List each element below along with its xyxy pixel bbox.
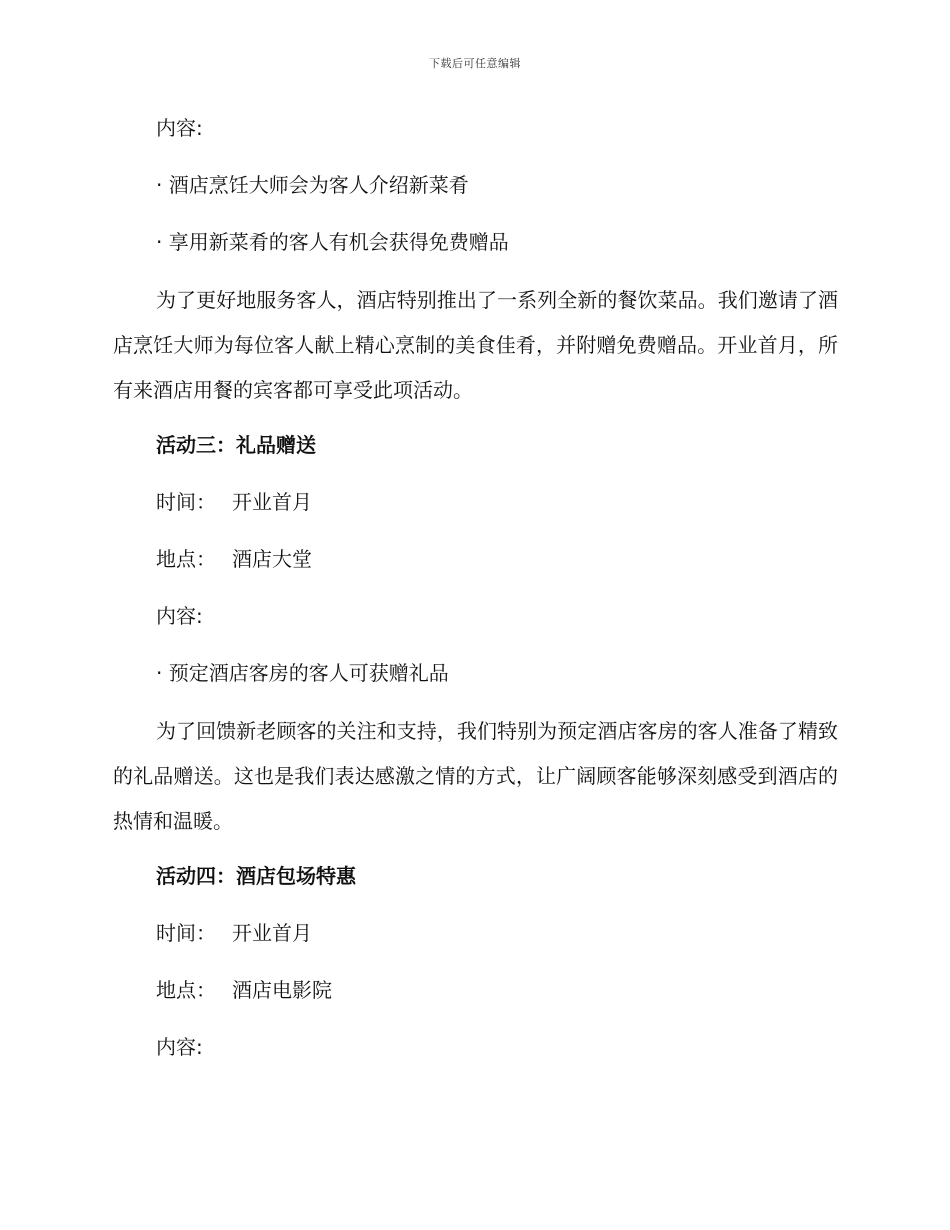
place-row: [113, 545, 838, 573]
time-label: 时间：: [156, 490, 216, 514]
content-label: 内容:: [156, 604, 203, 628]
time-row: [113, 919, 838, 947]
time-value: 开业首月: [232, 490, 312, 514]
content-label: 内容:: [156, 116, 203, 140]
time-row: [113, 488, 838, 516]
place-value: 酒店大堂: [232, 547, 312, 571]
document-body: [113, 114, 838, 1061]
paragraph: 为了更好地服务客人，酒店特别推出了一系列全新的餐饮菜品。我们邀请了酒店烹饪大师为每位客人献上精心烹制的美食佳肴，并附赠免费赠品。开业首月，所有来酒店用餐的宾客都可享受此项活动。: [113, 288, 838, 402]
paragraph: 为了回馈新老顾客的关注和支持，我们特别为预定酒店客房的客人准备了精致的礼品赠送。这也是我们表达感激之情的方式，让广阔顾客能够深刻感受到酒店的热情和温暖。: [113, 719, 838, 833]
page-header-note: 下载后可任意编辑: [429, 57, 521, 70]
bullet-item: · 预定酒店客房的客人可获赠礼品: [156, 661, 449, 685]
place-label: 地点：: [156, 547, 216, 571]
section-heading: 活动四：酒店包场特惠: [156, 864, 356, 888]
time-label: 时间：: [156, 921, 216, 945]
place-row: [113, 976, 838, 1004]
section-heading: 活动三：礼品赠送: [156, 433, 316, 457]
time-value: 开业首月: [232, 921, 312, 945]
place-value: 酒店电影院: [232, 978, 332, 1002]
content-label: 内容:: [156, 1035, 203, 1059]
bullet-item: · 享用新菜肴的客人有机会获得免费赠品: [156, 230, 509, 254]
bullet-item: · 酒店烹饪大师会为客人介绍新菜肴: [156, 173, 469, 197]
place-label: 地点：: [156, 978, 216, 1002]
